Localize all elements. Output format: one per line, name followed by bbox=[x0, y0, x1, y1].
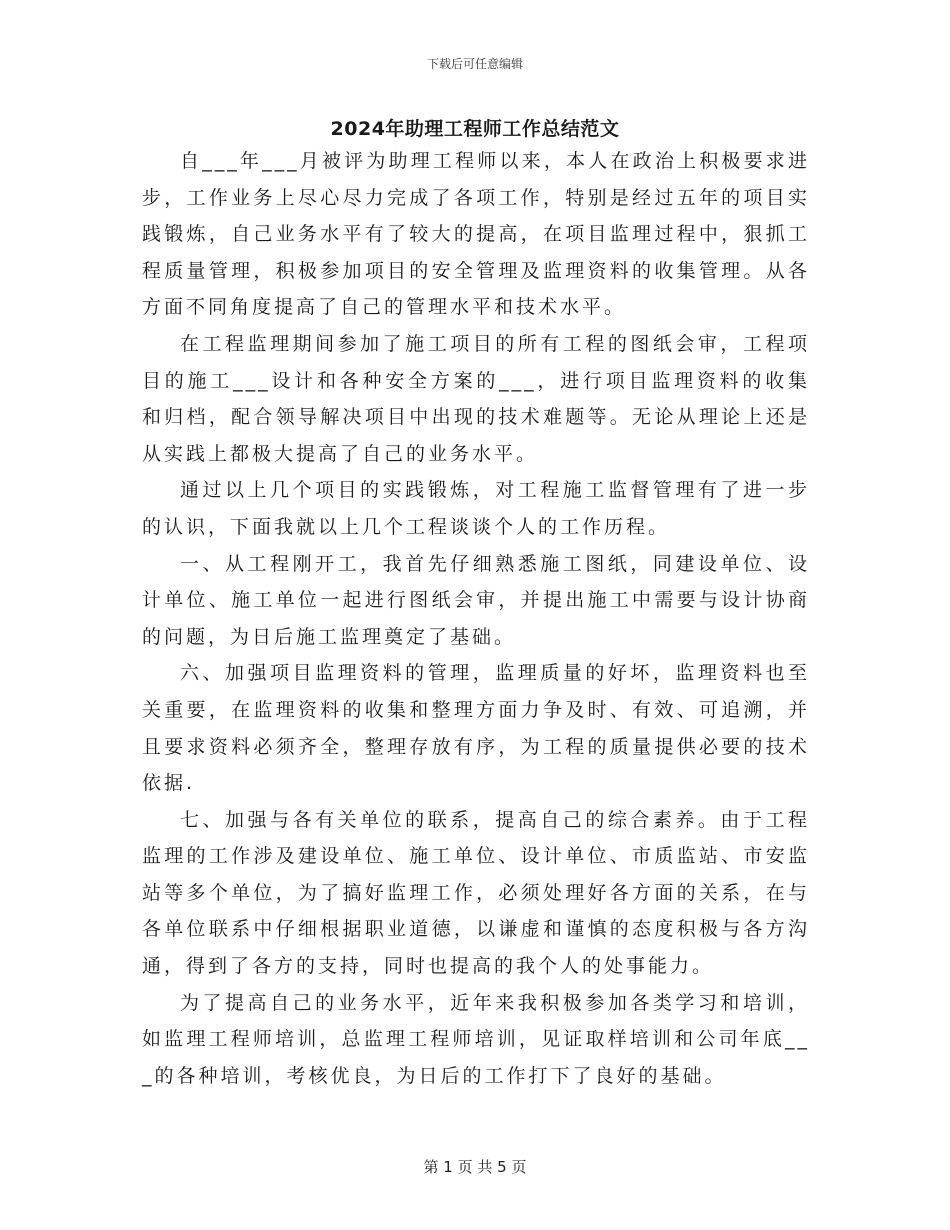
paragraph: 六、加强项目监理资料的管理，监理质量的好坏，监理资料也至关重要，在监理资料的收集和整理方面力争及时、有效、可追溯，并且要求资料必须齐全，整理存放有序，为工程的质量提供必要的技术依据. bbox=[142, 662, 810, 795]
paragraph: 通过以上几个项目的实践锻炼，对工程施工监督管理有了进一步的认识，下面我就以上几个工程谈谈个人的工作历程。 bbox=[142, 479, 810, 538]
document-title: 2024年助理工程师工作总结范文 bbox=[330, 118, 620, 140]
page-header-note: 下载后可任意编辑 bbox=[426, 57, 523, 71]
paragraph: 自___年___月被评为助理工程师以来，本人在政治上积极要求进步，工作业务上尽心尽力完成了各项工作，特别是经过五年的项目实践锻炼，自己业务水平有了较大的提高，在项目监理过程中，狠抓工程质量管理，积极参加项目的安全管理及监理资料的收集管理。从各方面不同角度提高了自己的管理水平和技术水平。 bbox=[142, 150, 810, 319]
paragraph: 在工程监理期间参加了施工项目的所有工程的图纸会审，工程项目的施工___设计和各种安全方案的___，进行项目监理资料的收集和归档，配合领导解决项目中出现的技术难题等。无论从理论上还是从实践上都极大提高了自己的业务水平。 bbox=[142, 332, 810, 465]
paragraph: 七、加强与各有关单位的联系，提高自己的综合素养。由于工程监理的工作涉及建设单位、施工单位、设计单位、市质监站、市安监站等多个单位，为了搞好监理工作，必须处理好各方面的关系，在与各单位联系中仔细根据职业道德，以谦虚和谨慎的态度积极与各方沟通，得到了各方的支持，同时也提高的我个人的处事能力。 bbox=[142, 808, 810, 978]
paragraph: 一、从工程刚开工，我首先仔细熟悉施工图纸，同建设单位、设计单位、施工单位一起进行图纸会审，并提出施工中需要与设计协商的问题，为日后施工监理奠定了基础。 bbox=[142, 552, 810, 648]
paragraph: 为了提高自己的业务水平，近年来我积极参加各类学习和培训，如监理工程师培训，总监理工程师培训，见证取样培训和公司年底___的各种培训，考核优良，为日后的工作打下了良好的基础。 bbox=[142, 991, 810, 1087]
page-number: 第 1 页 共 5 页 bbox=[423, 1158, 527, 1176]
document-body bbox=[142, 143, 810, 1094]
